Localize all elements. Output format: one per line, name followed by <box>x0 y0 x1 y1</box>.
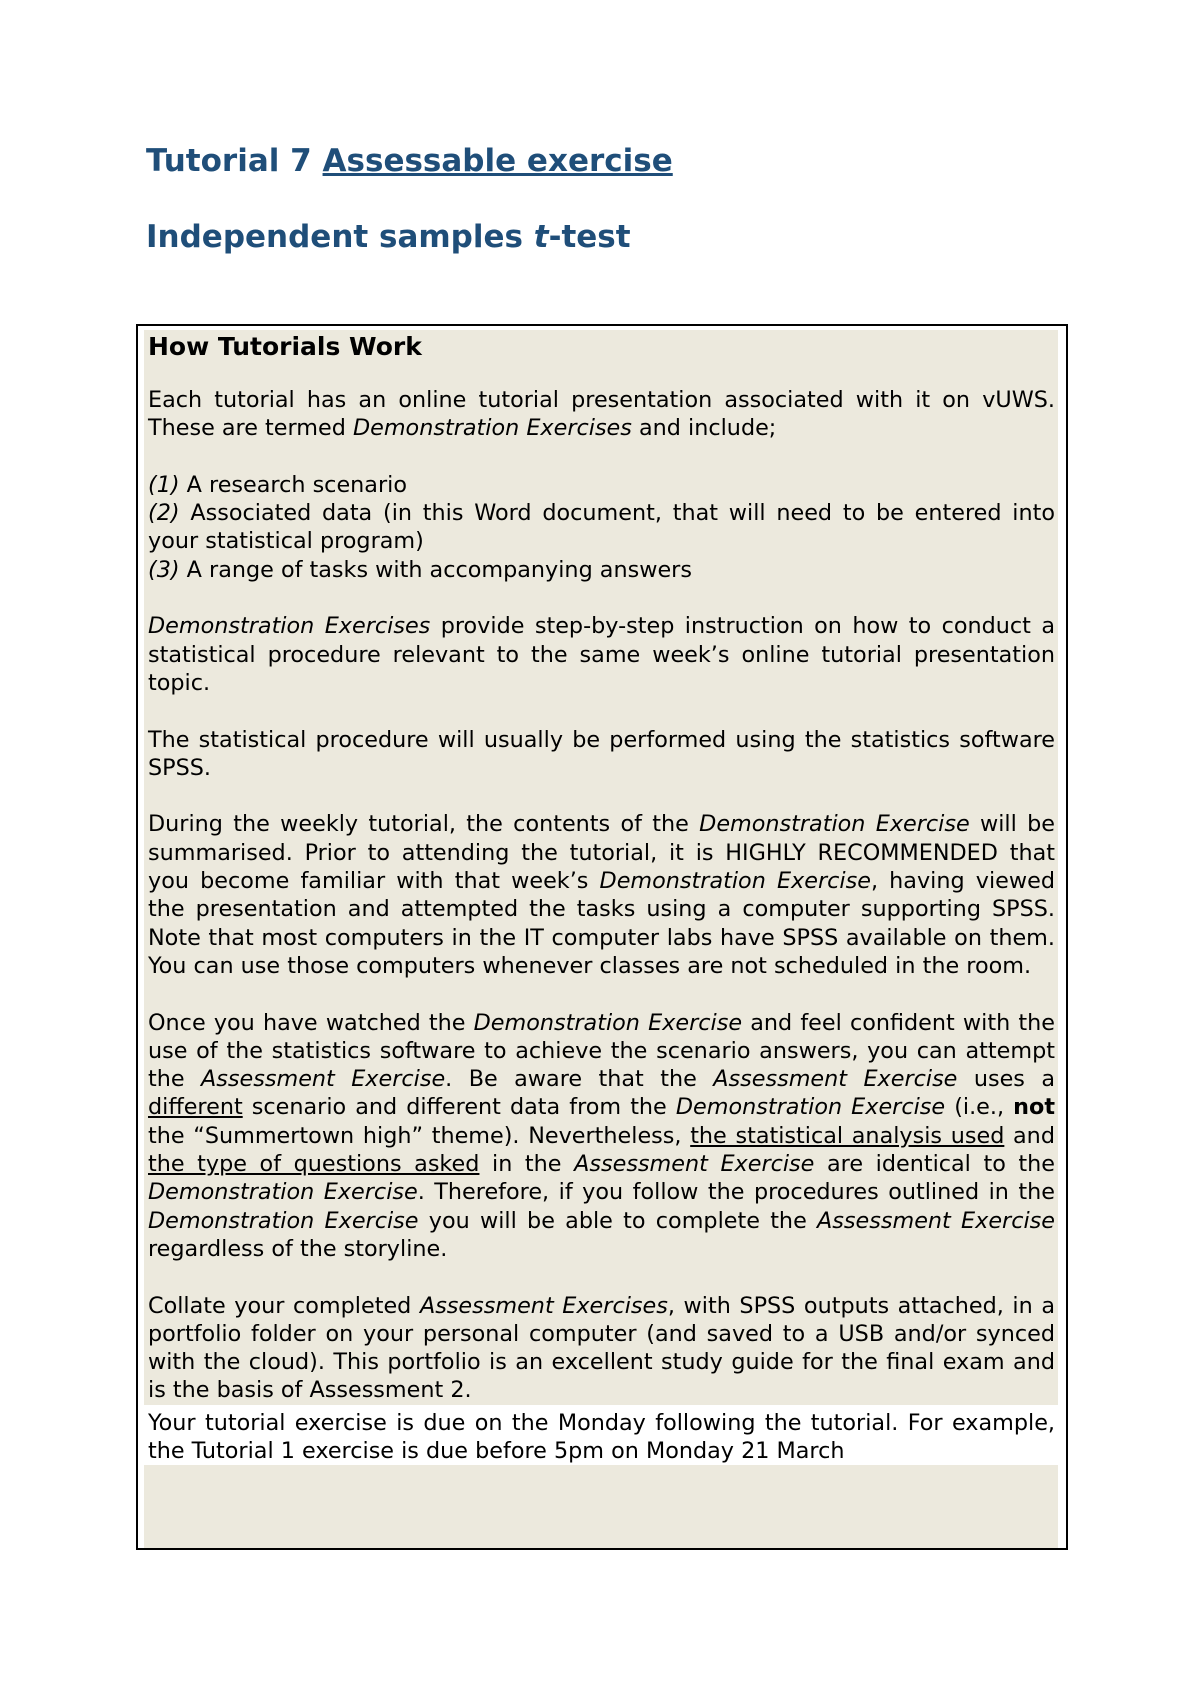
numbered-list <box>148 471 1055 584</box>
text-run: different <box>148 1094 243 1121</box>
text-run: Demonstration Exercise <box>148 1207 419 1234</box>
text-run: Assessment Exercises <box>419 1292 668 1319</box>
text-run: the type of questions asked <box>148 1151 480 1178</box>
subtitle-post: -test <box>548 219 631 255</box>
text-run: Demonstration Exercise <box>473 1009 743 1036</box>
text-run: Assessment Exercise <box>817 1207 1056 1234</box>
text-run: and feel confident with the use of the statistics software to achieve the scenario answers, you can attempt the <box>148 1009 1055 1093</box>
text-run: Collate your completed <box>148 1292 420 1319</box>
text-run: Demonstration Exercise <box>148 1179 418 1206</box>
text-run: , with SPSS outputs attached, in a portfolio folder on your personal computer (and saved to a USB and/or synced with the cloud). This portfolio is an excellent study guide for the final exam and is the basis of Assessment 2. <box>148 1292 1056 1404</box>
text-run: Demonstration Exercise <box>699 811 970 838</box>
text-run: Demonstration Exercise <box>599 868 871 895</box>
paragraph-demonstration <box>148 612 1055 697</box>
list-text: A range of tasks with accompanying answers <box>179 556 692 583</box>
document-subtitle <box>146 219 631 255</box>
text-run: Demonstration Exercise <box>675 1094 946 1121</box>
list-item <box>148 471 1055 499</box>
list-item <box>148 556 1055 584</box>
text-run: provide step-by-step instruction on how to conduct a statistical procedure relevant to the same week’s online tutorial presentation topic. <box>148 613 1055 696</box>
paragraph-portfolio <box>148 1292 1055 1405</box>
text-run: regardless of the storyline. <box>148 1235 448 1262</box>
list-number: (3) <box>148 556 180 583</box>
text-run: (i.e., <box>945 1094 1014 1121</box>
paragraph-software: The statistical procedure will usually be performed using the statistics software SPSS. <box>148 726 1055 781</box>
paragraph-weekly-tutorial <box>148 810 1055 980</box>
text-run: the statistical analysis used <box>690 1122 1005 1149</box>
text-run: you will be able to complete the <box>418 1207 818 1234</box>
box-shaded-area <box>144 330 1058 1548</box>
text-run: not <box>1013 1094 1055 1121</box>
text-run: During the weekly tutorial, the contents of the <box>148 811 700 838</box>
list-text: Associated data (in this Word document, that will need to be entered into your statistical program) <box>148 500 1055 555</box>
list-text: A research scenario <box>179 471 407 498</box>
paragraph-due-date: Your tutorial exercise is due on the Monday following the tutorial. For example, the Tutorial 1 exercise is due before 5pm on Monday 21 March <box>148 1409 1055 1464</box>
text-run: Assessment Exercise <box>574 1151 815 1178</box>
list-number: (2) <box>148 500 180 527</box>
subtitle-t: t <box>533 219 549 255</box>
box-heading: How Tutorials Work <box>148 332 422 361</box>
title-link[interactable]: Assessable exercise <box>322 143 673 179</box>
due-date-row <box>138 1409 1067 1466</box>
paragraph-intro <box>148 386 1055 443</box>
text-run: Assessment Exercise <box>713 1066 958 1093</box>
text-run: Once you have watched the <box>148 1009 474 1036</box>
text-run: Demonstration Exercises <box>148 613 431 640</box>
paragraph-assessment <box>148 1009 1055 1264</box>
text-run: , having viewed the presentation and attempted the tasks using a computer supporting SPSS. Note that most computers in the IT computer labs have SPSS available on them. You can use those computers whenever classes are not scheduled in the room. <box>148 868 1055 979</box>
list-number: (1) <box>148 471 180 498</box>
text-run: and include; <box>631 415 777 442</box>
how-tutorials-work-box <box>136 324 1068 1550</box>
text-run: are identical to the <box>814 1151 1056 1178</box>
text-run: . Therefore, if you follow the procedures outlined in the <box>417 1179 1055 1206</box>
text-run: Demonstration Exercises <box>352 415 632 442</box>
subtitle-pre: Independent samples <box>146 219 534 255</box>
text-run: in the <box>479 1151 575 1178</box>
document-title <box>146 143 673 179</box>
text-run: Assessment Exercise <box>201 1066 446 1093</box>
text-run: will be summarised. Prior to attending the tutorial, it is HIGHLY RECOMMENDED that you become familiar with that week’s <box>148 811 1055 895</box>
text-run: Each tutorial has an online tutorial presentation associated with it on vUWS. These are termed <box>148 387 1055 442</box>
text-run: uses a <box>957 1066 1056 1093</box>
text-run: the “Summertown high” theme). Nevertheless, <box>148 1122 691 1149</box>
list-item <box>148 499 1055 556</box>
text-run: scenario and different data from the <box>242 1094 676 1121</box>
text-run: and <box>1004 1122 1055 1149</box>
text-run: . Be aware that the <box>445 1066 714 1093</box>
title-prefix: Tutorial 7 <box>146 143 323 179</box>
